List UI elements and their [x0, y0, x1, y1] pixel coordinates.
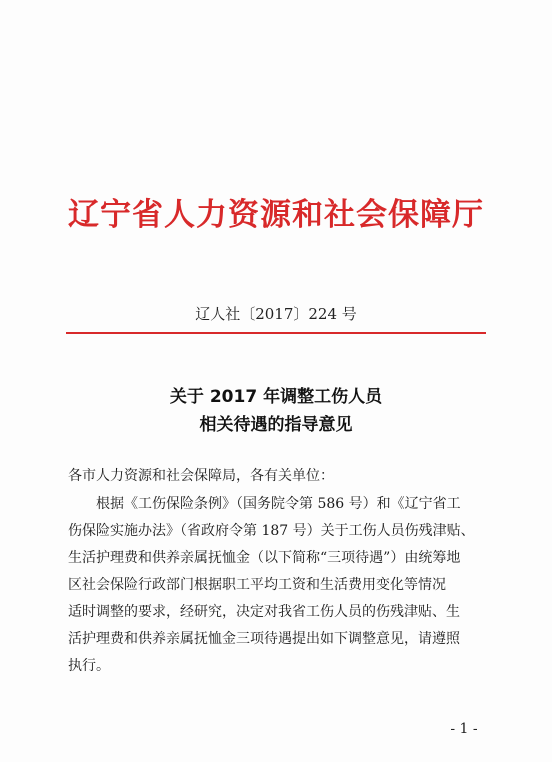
salutation: 各市人力资源和社会保障局，各有关单位：	[68, 468, 334, 484]
document-number: 辽人社〔2017〕224 号	[195, 305, 357, 323]
body-line: 根据《工伤保险条例》（国务院令第 586 号）和《辽宁省工	[96, 496, 461, 512]
document-title-line-2: 相关待遇的指导意见	[199, 415, 353, 435]
body-line: 区社会保险行政部门根据职工平均工资和生活费用变化等情况	[68, 577, 446, 593]
document-title	[0, 383, 552, 439]
body-line: 适时调整的要求，经研究，决定对我省工伤人员的伤残津贴、生	[68, 604, 460, 620]
issuing-authority-header: 辽宁省人力资源和社会保障厅	[68, 197, 484, 233]
body-line: 生活护理费和供养亲属抚恤金（以下简称“三项待遇”）由统筹地	[68, 550, 461, 566]
body-paragraph	[68, 491, 488, 680]
body-line: 伤保险实施办法》（省政府令第 187 号）关于工伤人员伤残津贴、	[68, 523, 475, 539]
body-line: 执行。	[68, 658, 110, 674]
document-title-line-1: 关于 2017 年调整工伤人员	[169, 387, 383, 407]
page-number: - 1 -	[450, 721, 478, 737]
body-line: 活护理费和供养亲属抚恤金三项待遇提出如下调整意见，请遵照	[68, 631, 460, 647]
red-divider-line	[66, 332, 486, 334]
